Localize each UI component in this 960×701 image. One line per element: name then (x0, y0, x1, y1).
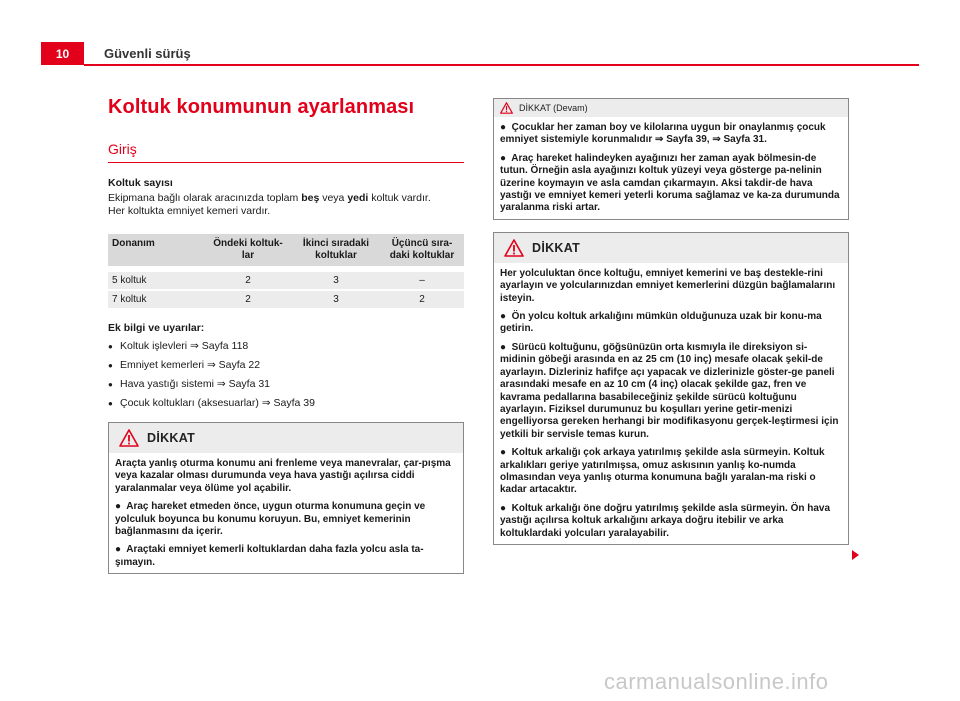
watermark: carmanualsonline.info (604, 669, 829, 694)
warning-item (500, 503, 842, 540)
table-row (108, 290, 464, 308)
left-column (108, 96, 464, 574)
bullet: ● (500, 152, 507, 164)
subsection-title: Giriş (108, 141, 464, 163)
warning-item-text: Sürücü koltuğunu, göğsünüzün orta kısmıyla ile direksiyon si-midinin göbeği arasında en az 25 cm (10 inç) mesafe olacak şekil-de ayarlayın. Dizleriniz hafifçe açı yapacak ve dizlerinizle göster-ge paneli arasındaki mesafe en az 10 cm (4 inç) olacak şekilde gaz, fren ve kavrama pedallarına basabileceğiniz şekilde sürücü koltuğunu ayarlayın. Fiziksel durumunuz bu koşulları yerine getir-menizi engelliyorsa gereken herhangi bir modifikasyonu gerçek-leştirmesi için yetkili bir servisle temas kurun. (500, 341, 839, 440)
equipment-table (108, 234, 464, 308)
seat-count-heading: Koltuk sayısı (108, 177, 173, 189)
intro-line-2: Her koltukta emniyet kemeri vardır. (108, 205, 271, 217)
warning-box (493, 232, 849, 545)
table-cell: 3 (292, 290, 380, 308)
reference-link[interactable]: ● Hava yastığı sistemi ⇒ Sayfa 31 (108, 378, 464, 391)
reference-link[interactable]: ● Koltuk işlevleri ⇒ Sayfa 118 (108, 340, 464, 353)
intro-bold-seven: yedi (347, 192, 369, 204)
bullet: ● (115, 544, 122, 556)
warning-label: DİKKAT (147, 431, 196, 445)
intro-part-3: koltuk vardır. (368, 192, 431, 204)
bullet: ● (500, 341, 507, 353)
warning-item (500, 447, 842, 497)
intro-part-1: Ekipmana bağlı olarak aracınızda toplam (108, 192, 302, 204)
table-header: Donanım (108, 234, 204, 269)
table-header: Üçüncü sıra-daki koltuklar (380, 234, 464, 269)
bullet: ● (500, 447, 507, 459)
warning-header (494, 233, 848, 263)
warning-box (108, 422, 464, 574)
warning-item-text: Araç hareket etmeden önce, uygun oturma konumuna geçin ve yolculuk boyunca bu konumu koruyun. Bu, emniyet kemerinin bağlanmasını da içerir. (115, 501, 426, 538)
table-cell: 2 (380, 290, 464, 308)
reference-list (108, 340, 464, 410)
reference-link[interactable]: ● Çocuk koltukları (aksesuarlar) ⇒ Sayfa 39 (108, 397, 464, 410)
table-row (108, 269, 464, 290)
table-header: İkinci sıradaki koltuklar (292, 234, 380, 269)
warning-body (494, 117, 848, 219)
section-title: Koltuk konumunun ayarlanması (108, 96, 415, 118)
warning-item-text: Ön yolcu koltuk arkalığını mümkün olduğunuza uzak bir konu-ma getirin. (500, 311, 822, 335)
intro-part-2: veya (319, 192, 348, 204)
warning-item (115, 544, 457, 569)
extra-info-heading: Ek bilgi ve uyarılar: (108, 322, 205, 334)
right-column (493, 98, 849, 545)
intro-text (108, 192, 464, 218)
warning-body (494, 263, 848, 544)
continue-arrow-icon (852, 550, 859, 560)
warning-label: DİKKAT (532, 240, 581, 255)
bullet: ● (500, 122, 507, 133)
table-cell: 3 (292, 269, 380, 290)
bullet: ● (115, 501, 122, 513)
header-divider (84, 64, 919, 66)
warning-item (500, 311, 842, 336)
warning-item-text: Araçtaki emniyet kemerli koltuklardan daha fazla yolcu asla ta-şımayın. (115, 544, 424, 568)
warning-item (500, 122, 842, 147)
warning-item-text: Koltuk arkalığı öne doğru yatırılmış şekilde asla sürmeyin. Ön hava yastığı açılırsa koltuk arkalığını arkaya doğru itebilir ve arka koltuklardaki yolcuları yaralayabilir. (500, 502, 831, 539)
table-header: Öndeki koltuk-lar (204, 234, 292, 269)
table-header-row (108, 234, 464, 269)
warning-continued-box (493, 98, 849, 220)
table-cell: 2 (204, 290, 292, 308)
warning-intro: Araçta yanlış oturma konumu ani frenleme veya manevralar, çar-pışma veya kazalar olması durumunda veya hava yastığı açılırsa ciddi yaralanmalar veya ölüme yol açabilir. (115, 458, 451, 494)
warning-triangle-icon (500, 102, 513, 114)
warning-item-text: Çocuklar her zaman boy ve kilolarına uygun bir onaylanmış çocuk emniyet sistemiyle korunmalıdır ⇒ Sayfa 39, ⇒ Sayfa 31. (500, 122, 826, 146)
warning-item-text: Koltuk arkalığı çok arkaya yatırılmış şekilde asla sürmeyin. Koltuk arkalıkları geriye yatırılmışsa, omuz askısının yanlış ko-numda olmasından veya yanlış oturma konumuna bağlı yaralan-ma riski o kadar artacaktır. (500, 447, 825, 496)
warning-body (109, 453, 463, 573)
bullet: ● (500, 311, 507, 323)
warning-triangle-icon (119, 429, 139, 447)
warning-label: DİKKAT (Devam) (519, 103, 588, 113)
chapter-title: Güvenli sürüş (104, 46, 191, 61)
bullet: ● (500, 502, 507, 514)
table-cell: 5 koltuk (108, 269, 204, 290)
table-cell: 7 koltuk (108, 290, 204, 308)
intro-bold-five: beş (301, 192, 320, 204)
reference-link[interactable]: ● Emniyet kemerleri ⇒ Sayfa 22 (108, 359, 464, 372)
page-number: 10 (41, 42, 84, 65)
warning-item-text: Araç hareket halindeyken ayağınızı her zaman ayak bölmesin-de tutun. Örneğin asla ayağınızı koltuk yüzeyi veya gösterge pa-nelinin üzerine koymayın ve asla camdan çıkarmayın. Aksi takdir-de hava yastığı ve emniyet kemeri yeterli koruma sağlamaz ve ka-za durumunda yaralanma riski artar. (500, 152, 840, 214)
warning-item (500, 153, 842, 215)
warning-intro: Her yolculuktan önce koltuğu, emniyet kemerini ve baş destekle-rini ayarlayın ve yolcularınızdan emniyet kemerlerini düzgün bağlamalarını isteyin. (500, 267, 836, 304)
warning-header (494, 99, 848, 117)
warning-header (109, 423, 463, 453)
table-cell: – (380, 269, 464, 290)
warning-item (115, 501, 457, 538)
warning-triangle-icon (504, 239, 524, 257)
table-cell: 2 (204, 269, 292, 290)
warning-item (500, 342, 842, 441)
